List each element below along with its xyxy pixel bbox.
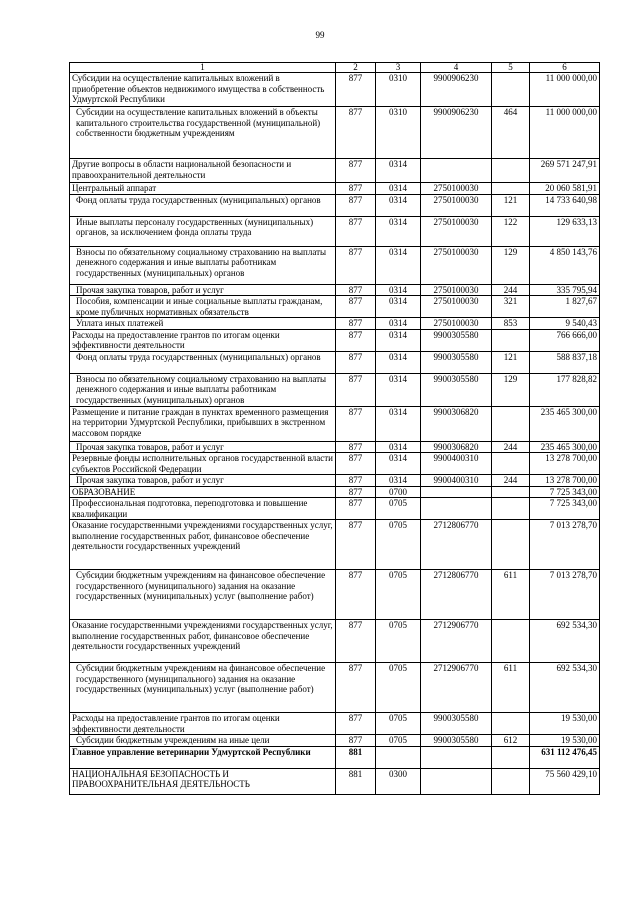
table-row <box>70 318 600 330</box>
cell-name: Резервные фонды исполнительных органов государственной власти субъектов Российской Федерации <box>70 453 336 475</box>
cell-name: Оказание государственными учреждениями государственных услуг, выполнение государственных работ, финансовое обеспечение деятельности государственных учреждений <box>70 520 336 570</box>
cell-csr <box>421 486 492 498</box>
cell-vr: 121 <box>492 194 530 216</box>
table-row <box>70 107 600 159</box>
budget-table <box>69 62 600 795</box>
header-cell: 3 <box>376 63 421 73</box>
cell-vr: 853 <box>492 318 530 330</box>
cell-vr <box>492 498 530 520</box>
cell-gr: 877 <box>336 216 376 246</box>
cell-csr: 2750100030 <box>421 194 492 216</box>
cell-gr: 877 <box>336 351 376 373</box>
cell-rz: 0314 <box>376 406 421 441</box>
table-row <box>70 441 600 453</box>
cell-rz: 0314 <box>376 475 421 487</box>
table-row <box>70 746 600 768</box>
cell-rz: 0310 <box>376 107 421 159</box>
cell-rz: 0314 <box>376 373 421 406</box>
cell-name: Прочая закупка товаров, работ и услуг <box>70 475 336 487</box>
cell-gr: 877 <box>336 296 376 318</box>
cell-rz: 0705 <box>376 570 421 620</box>
cell-vr <box>492 453 530 475</box>
cell-csr: 2712906770 <box>421 663 492 713</box>
cell-sum: 235 465 300,00 <box>530 441 600 453</box>
cell-csr <box>421 768 492 794</box>
header-cell: 5 <box>492 63 530 73</box>
cell-csr: 9900906230 <box>421 73 492 107</box>
cell-name: Субсидии бюджетным учреждениям на иные цели <box>70 735 336 747</box>
cell-vr <box>492 713 530 735</box>
cell-name: Прочая закупка товаров, работ и услуг <box>70 284 336 296</box>
table-row <box>70 620 600 663</box>
cell-sum: 7 725 343,00 <box>530 486 600 498</box>
cell-sum: 692 534,30 <box>530 620 600 663</box>
cell-name: Субсидии бюджетным учреждениям на финансовое обеспечение государственного (муниципального) задания на оказание государственных (муниципальных) услуг (выполнение работ) <box>70 570 336 620</box>
table-row <box>70 216 600 246</box>
table-row <box>70 194 600 216</box>
cell-name: Субсидии на осуществление капитальных вложений в приобретение объектов недвижимого имущества в собственность Удмуртской Республики <box>70 73 336 107</box>
cell-vr: 244 <box>492 441 530 453</box>
cell-sum: 75 560 429,10 <box>530 768 600 794</box>
cell-csr: 9900305580 <box>421 373 492 406</box>
page-number: 99 <box>315 30 325 40</box>
table-row <box>70 246 600 284</box>
cell-vr <box>492 620 530 663</box>
cell-rz: 0314 <box>376 318 421 330</box>
cell-vr <box>492 486 530 498</box>
cell-rz: 0314 <box>376 296 421 318</box>
cell-sum: 11 000 000,00 <box>530 73 600 107</box>
cell-vr: 122 <box>492 216 530 246</box>
cell-gr: 877 <box>336 735 376 747</box>
cell-name: Размещение и питание граждан в пунктах временного размещения на территории Удмуртской Республики, прибывших в экстренном массовом порядке <box>70 406 336 441</box>
cell-rz: 0314 <box>376 246 421 284</box>
cell-gr: 877 <box>336 663 376 713</box>
cell-gr: 877 <box>336 284 376 296</box>
cell-csr: 2712806770 <box>421 570 492 620</box>
cell-sum: 269 571 247,91 <box>530 159 600 183</box>
cell-gr: 877 <box>336 406 376 441</box>
cell-csr: 9900305580 <box>421 329 492 351</box>
cell-sum: 19 530,00 <box>530 735 600 747</box>
cell-vr <box>492 520 530 570</box>
cell-sum: 11 000 000,00 <box>530 107 600 159</box>
cell-name: Расходы на предоставление грантов по итогам оценки эффективности деятельности <box>70 713 336 735</box>
cell-name: Субсидии бюджетным учреждениям на финансовое обеспечение государственного (муниципального) задания на оказание государственных (муниципальных) услуг (выполнение работ) <box>70 663 336 713</box>
cell-name: Пособия, компенсации и иные социальные выплаты гражданам, кроме публичных нормативных обязательств <box>70 296 336 318</box>
cell-gr: 877 <box>336 486 376 498</box>
cell-name: Профессиональная подготовка, переподготовка и повышение квалификации <box>70 498 336 520</box>
cell-csr: 9900306820 <box>421 441 492 453</box>
cell-gr: 881 <box>336 746 376 768</box>
cell-csr: 9900400310 <box>421 453 492 475</box>
cell-csr: 2712806770 <box>421 520 492 570</box>
cell-sum: 235 465 300,00 <box>530 406 600 441</box>
cell-sum: 7 725 343,00 <box>530 498 600 520</box>
cell-csr: 2750100030 <box>421 183 492 195</box>
table-row <box>70 329 600 351</box>
cell-sum: 13 278 700,00 <box>530 475 600 487</box>
cell-vr: 612 <box>492 735 530 747</box>
table-row <box>70 486 600 498</box>
cell-vr <box>492 406 530 441</box>
cell-gr: 877 <box>336 73 376 107</box>
cell-rz: 0314 <box>376 329 421 351</box>
table-row <box>70 498 600 520</box>
cell-name: Другие вопросы в области национальной безопасности и правоохранительной деятельности <box>70 159 336 183</box>
cell-sum: 9 540,43 <box>530 318 600 330</box>
cell-sum: 1 827,67 <box>530 296 600 318</box>
cell-name: Субсидии на осуществление капитальных вложений в объекты капитального строительства государственной (муниципальной) собственности бюджетным учреждениям <box>70 107 336 159</box>
header-cell: 1 <box>70 63 336 73</box>
cell-sum: 7 013 278,70 <box>530 570 600 620</box>
cell-vr <box>492 329 530 351</box>
cell-vr: 611 <box>492 663 530 713</box>
cell-rz: 0314 <box>376 159 421 183</box>
table-row <box>70 475 600 487</box>
cell-vr: 611 <box>492 570 530 620</box>
cell-sum: 588 837,18 <box>530 351 600 373</box>
cell-vr <box>492 73 530 107</box>
cell-gr: 881 <box>336 768 376 794</box>
cell-name: Главное управление ветеринарии Удмуртской Республики <box>70 746 336 768</box>
header-cell: 6 <box>530 63 600 73</box>
cell-gr: 877 <box>336 159 376 183</box>
cell-sum: 631 112 476,45 <box>530 746 600 768</box>
cell-rz: 0310 <box>376 73 421 107</box>
cell-gr: 877 <box>336 107 376 159</box>
cell-sum: 177 828,82 <box>530 373 600 406</box>
cell-sum: 692 534,30 <box>530 663 600 713</box>
cell-gr: 877 <box>336 246 376 284</box>
cell-rz: 0705 <box>376 663 421 713</box>
table-row <box>70 183 600 195</box>
cell-csr: 9900305580 <box>421 713 492 735</box>
cell-csr <box>421 498 492 520</box>
cell-sum: 7 013 278,70 <box>530 520 600 570</box>
table-row <box>70 351 600 373</box>
header-cell: 2 <box>336 63 376 73</box>
cell-sum: 129 633,13 <box>530 216 600 246</box>
table-row <box>70 735 600 747</box>
cell-csr: 2750100030 <box>421 296 492 318</box>
cell-gr: 877 <box>336 453 376 475</box>
cell-name: Фонд оплаты труда государственных (муниципальных) органов <box>70 351 336 373</box>
cell-csr: 2750100030 <box>421 284 492 296</box>
cell-rz: 0700 <box>376 486 421 498</box>
cell-gr: 877 <box>336 194 376 216</box>
cell-rz: 0314 <box>376 284 421 296</box>
cell-gr: 877 <box>336 570 376 620</box>
cell-rz: 0314 <box>376 351 421 373</box>
cell-gr: 877 <box>336 520 376 570</box>
table-row <box>70 373 600 406</box>
cell-csr: 2712906770 <box>421 620 492 663</box>
cell-csr: 9900906230 <box>421 107 492 159</box>
cell-csr: 9900306820 <box>421 406 492 441</box>
cell-rz: 0705 <box>376 735 421 747</box>
table-row <box>70 406 600 441</box>
table-row <box>70 453 600 475</box>
cell-gr: 877 <box>336 373 376 406</box>
table-row <box>70 713 600 735</box>
cell-vr: 129 <box>492 246 530 284</box>
table-row <box>70 73 600 107</box>
cell-vr: 244 <box>492 284 530 296</box>
cell-csr: 2750100030 <box>421 216 492 246</box>
cell-rz: 0300 <box>376 768 421 794</box>
header-cell: 4 <box>421 63 492 73</box>
cell-name: ОБРАЗОВАНИЕ <box>70 486 336 498</box>
cell-gr: 877 <box>336 713 376 735</box>
table-row <box>70 284 600 296</box>
cell-sum: 335 795,94 <box>530 284 600 296</box>
cell-rz <box>376 746 421 768</box>
cell-vr: 121 <box>492 351 530 373</box>
cell-gr: 877 <box>336 183 376 195</box>
cell-vr: 244 <box>492 475 530 487</box>
cell-rz: 0314 <box>376 183 421 195</box>
cell-sum: 4 850 143,76 <box>530 246 600 284</box>
cell-name: Фонд оплаты труда государственных (муниципальных) органов <box>70 194 336 216</box>
cell-rz: 0314 <box>376 453 421 475</box>
cell-name: Уплата иных платежей <box>70 318 336 330</box>
cell-sum: 20 060 581,91 <box>530 183 600 195</box>
cell-csr: 9900400310 <box>421 475 492 487</box>
cell-vr: 129 <box>492 373 530 406</box>
cell-vr <box>492 183 530 195</box>
cell-csr <box>421 159 492 183</box>
cell-rz: 0314 <box>376 194 421 216</box>
cell-csr: 2750100030 <box>421 318 492 330</box>
cell-name: Взносы по обязательному социальному страхованию на выплаты денежного содержания и иные выплаты работникам государственных (муниципальных) органов <box>70 246 336 284</box>
cell-vr: 321 <box>492 296 530 318</box>
table-row <box>70 663 600 713</box>
cell-name: НАЦИОНАЛЬНАЯ БЕЗОПАСНОСТЬ И ПРАВООХРАНИТЕЛЬНАЯ ДЕЯТЕЛЬНОСТЬ <box>70 768 336 794</box>
cell-name: Расходы на предоставление грантов по итогам оценки эффективности деятельности <box>70 329 336 351</box>
cell-vr <box>492 159 530 183</box>
header-row <box>70 63 600 73</box>
cell-rz: 0314 <box>376 216 421 246</box>
cell-sum: 19 530,00 <box>530 713 600 735</box>
table-row <box>70 768 600 794</box>
cell-csr: 2750100030 <box>421 246 492 284</box>
cell-sum: 14 733 640,98 <box>530 194 600 216</box>
cell-name: Оказание государственными учреждениями государственных услуг, выполнение государственных работ, финансовое обеспечение деятельности государственных учреждений <box>70 620 336 663</box>
table-row <box>70 520 600 570</box>
cell-name: Иные выплаты персоналу государственных (муниципальных) органов, за исключением фонда оплаты труда <box>70 216 336 246</box>
cell-gr: 877 <box>336 318 376 330</box>
table-row <box>70 296 600 318</box>
cell-name: Центральный аппарат <box>70 183 336 195</box>
cell-gr: 877 <box>336 475 376 487</box>
cell-rz: 0705 <box>376 620 421 663</box>
cell-vr <box>492 746 530 768</box>
table-row <box>70 159 600 183</box>
cell-rz: 0314 <box>376 441 421 453</box>
table-row <box>70 570 600 620</box>
cell-rz: 0705 <box>376 520 421 570</box>
cell-rz: 0705 <box>376 498 421 520</box>
cell-rz: 0705 <box>376 713 421 735</box>
cell-sum: 13 278 700,00 <box>530 453 600 475</box>
cell-csr: 9900305580 <box>421 735 492 747</box>
cell-csr: 9900305580 <box>421 351 492 373</box>
cell-sum: 766 666,00 <box>530 329 600 351</box>
cell-gr: 877 <box>336 329 376 351</box>
cell-gr: 877 <box>336 441 376 453</box>
cell-vr <box>492 768 530 794</box>
cell-name: Взносы по обязательному социальному страхованию на выплаты денежного содержания и иные выплаты работникам государственных (муниципальных) органов <box>70 373 336 406</box>
cell-gr: 877 <box>336 498 376 520</box>
cell-vr: 464 <box>492 107 530 159</box>
cell-name: Прочая закупка товаров, работ и услуг <box>70 441 336 453</box>
cell-gr: 877 <box>336 620 376 663</box>
cell-csr <box>421 746 492 768</box>
